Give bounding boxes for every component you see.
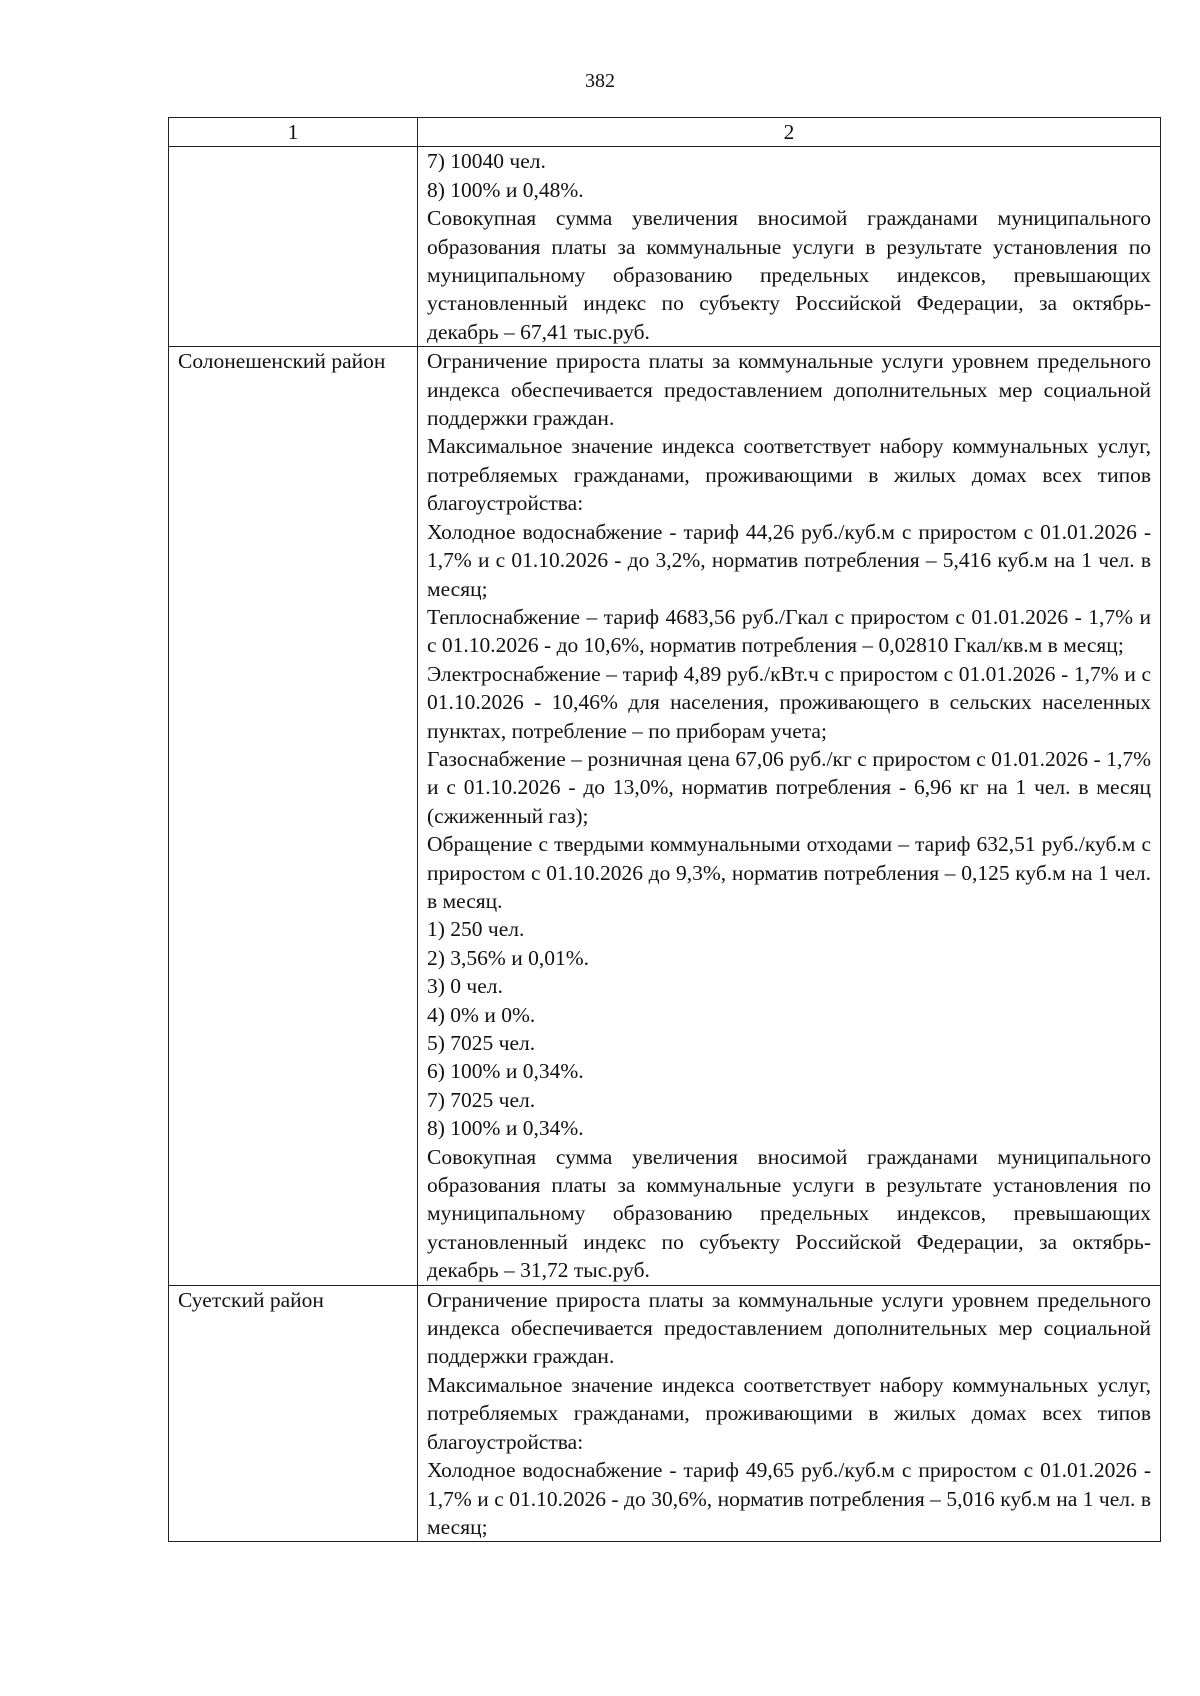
tariff-table bbox=[168, 117, 1161, 1542]
table-header-row bbox=[169, 118, 1161, 147]
region-cell bbox=[169, 147, 418, 347]
paragraph: Теплоснабжение – тариф 4683,56 руб./Гкал с приростом с 01.01.2026 - 1,7% и с 01.10.2026 - до 10,6%, норматив потребления – 0,02810 Гкал/кв.м в месяц; bbox=[427, 604, 1151, 658]
table-row bbox=[169, 147, 1161, 347]
list-item: 7) 7025 чел. bbox=[427, 1087, 536, 1112]
details-cell bbox=[418, 347, 1161, 1285]
list-item: 7) 10040 чел. bbox=[427, 149, 546, 174]
column-header-1: 1 bbox=[169, 118, 418, 147]
list-item: 5) 7025 чел. bbox=[427, 1031, 536, 1055]
list-item: 6) 100% и 0,34%. bbox=[427, 1059, 584, 1084]
region-cell: Солонешенский район bbox=[169, 347, 418, 1285]
table-row bbox=[169, 347, 1161, 1285]
page-number: 382 bbox=[585, 70, 615, 92]
list-item: 4) 0% и 0%. bbox=[427, 1002, 536, 1027]
region-cell: Суетский район bbox=[169, 1285, 418, 1542]
paragraph: Ограничение прироста платы за коммунальные услуги уровнем предельного индекса обеспечивается предоставлением дополнительных мер социальной поддержки граждан. bbox=[427, 1287, 1151, 1369]
paragraph: Обращение с твердыми коммунальными отходами – тариф 632,51 руб./куб.м с приростом с 01.10.2026 до 9,3%, норматив потребления – 0,125 куб.м на 1 чел. в месяц. bbox=[427, 832, 1151, 913]
list-item: 3) 0 чел. bbox=[427, 974, 503, 999]
list-item: 8) 100% и 0,48%. bbox=[427, 177, 584, 202]
list-item: 2) 3,56% и 0,01%. bbox=[427, 945, 589, 970]
table-row bbox=[169, 1285, 1161, 1542]
paragraph: Электроснабжение – тариф 4,89 руб./кВт.ч с приростом с 01.01.2026 - 1,7% и с 01.10.2026 - 10,46% для населения, проживающего в сельских населенных пунктах, потребление – по приборам учета; bbox=[427, 661, 1151, 743]
paragraph: Ограничение прироста платы за коммунальные услуги уровнем предельного индекса обеспечивается предоставлением дополнительных мер социальной поддержки граждан. bbox=[427, 349, 1151, 431]
details-cell bbox=[418, 1285, 1161, 1542]
paragraph: Холодное водоснабжение - тариф 44,26 руб./куб.м с приростом с 01.01.2026 - 1,7% и с 01.10.2026 - до 3,2%, норматив потребления – 5,416 куб.м на 1 чел. в месяц; bbox=[427, 519, 1151, 601]
paragraph: Газоснабжение – розничная цена 67,06 руб./кг с приростом с 01.01.2026 - 1,7% и с 01.10.2026 - до 13,0%, норматив потребления - 6,96 кг на 1 чел. в месяц (сжиженный газ); bbox=[427, 746, 1151, 828]
list-item: 8) 100% и 0,34%. bbox=[427, 1116, 584, 1141]
details-cell bbox=[418, 147, 1161, 347]
summary-paragraph: Совокупная сумма увеличения вносимой гражданами муниципального образования платы за коммунальные услуги в результате установления по муниципальному образованию предельных индексов, превышающих установленный индекс по субъекту Российской Федерации, за октябрь-декабрь – 31,72 тыс.руб. bbox=[427, 1144, 1151, 1283]
column-header-2: 2 bbox=[418, 118, 1161, 147]
list-item: 1) 250 чел. bbox=[427, 917, 525, 942]
summary-paragraph: Совокупная сумма увеличения вносимой гражданами муниципального образования платы за коммунальные услуги в результате установления по муниципальному образованию предельных индексов, превышающих установленный индекс по субъекту Российской Федерации, за октябрь-декабрь – 67,41 тыс.руб. bbox=[427, 206, 1151, 344]
paragraph: Максимальное значение индекса соответствует набору коммунальных услуг, потребляемых гражданами, проживающими в жилых домах всех типов благоустройства: bbox=[427, 1372, 1151, 1454]
paragraph: Холодное водоснабжение - тариф 49,65 руб./куб.м с приростом с 01.01.2026 - 1,7% и с 01.10.2026 - до 30,6%, норматив потребления – 5,016 куб.м на 1 чел. в месяц; bbox=[427, 1458, 1151, 1539]
paragraph: Максимальное значение индекса соответствует набору коммунальных услуг, потребляемых гражданами, проживающими в жилых домах всех типов благоустройства: bbox=[427, 434, 1151, 516]
